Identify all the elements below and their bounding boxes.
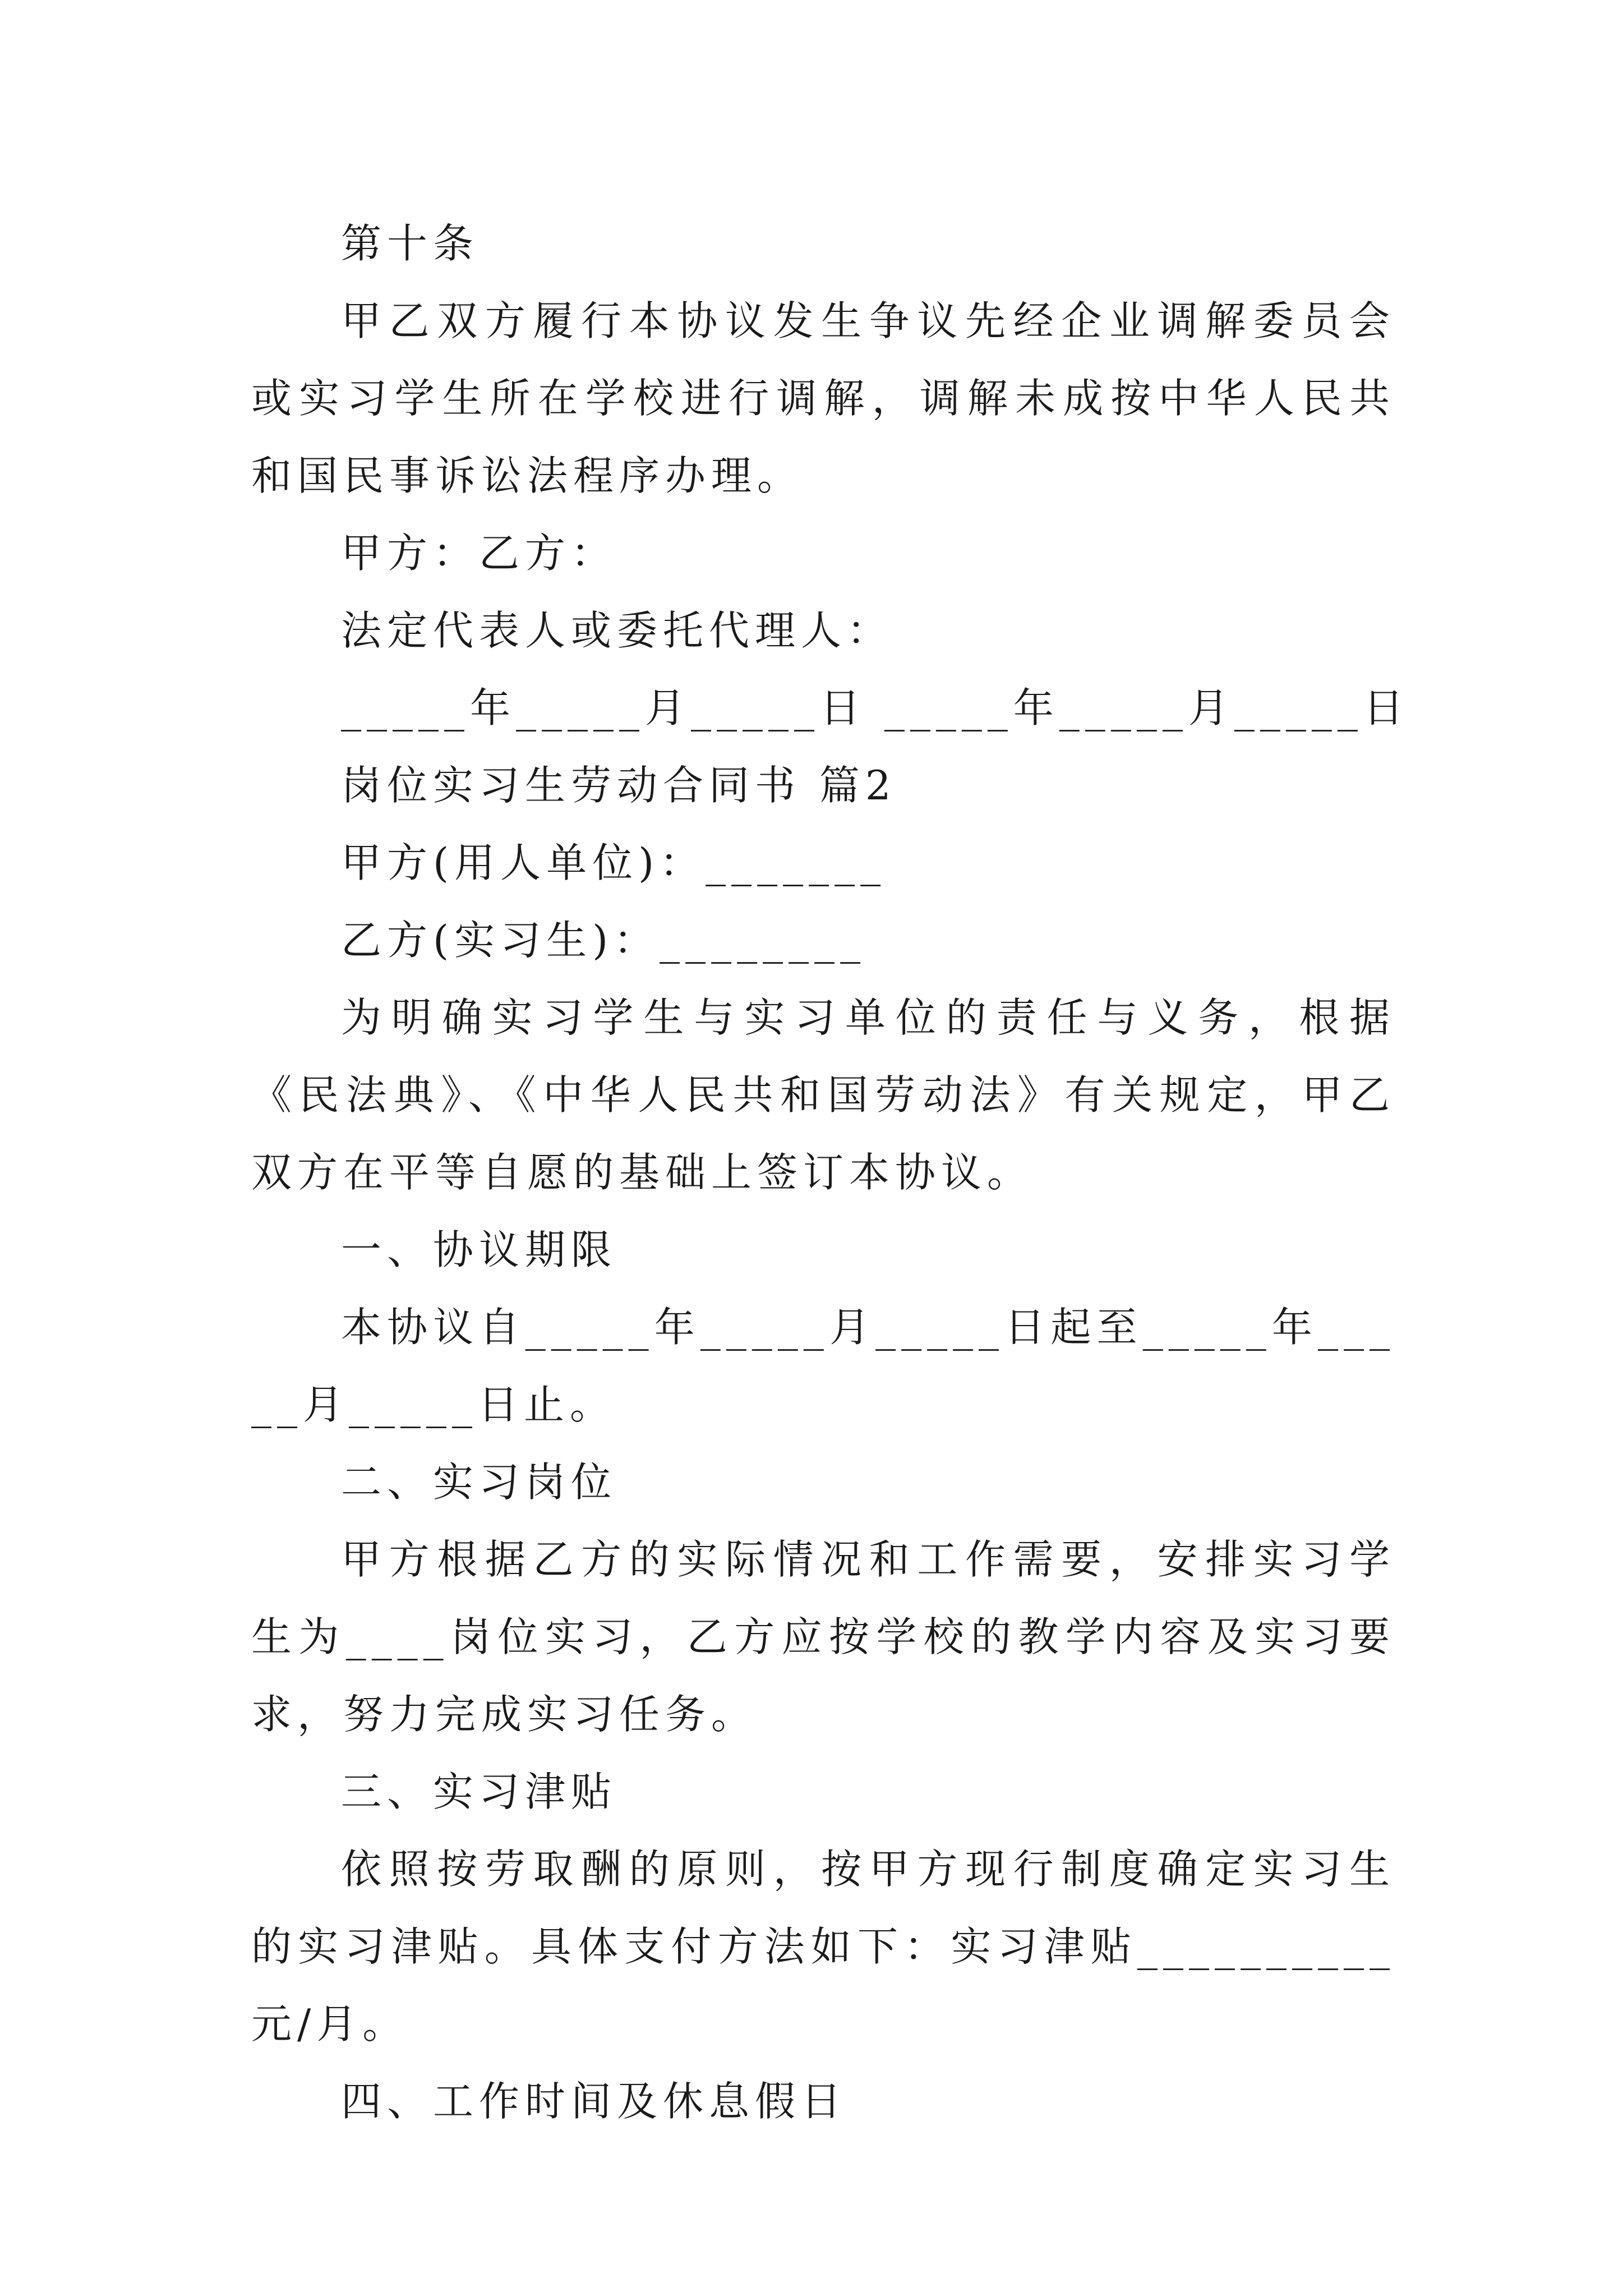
contract2-title: 岗位实习生劳动合同书 篇2: [341, 762, 897, 809]
document-body: [251, 205, 1409, 2140]
section-3-body: 依照按劳取酬的原则，按甲方现行制度确定实习生的实习津贴。具体支付方法如下：实习津贴__________元/月。: [251, 1846, 1395, 2047]
parties-line: 甲方：乙方：: [341, 530, 617, 577]
section-1-heading: 一、协议期限: [341, 1226, 617, 1273]
representative-line: 法定代表人或委托代理人：: [341, 607, 893, 654]
section-4-heading: 四、工作时间及休息假日: [341, 2078, 847, 2125]
intro-paragraph: 为明确实习学生与实习单位的责任与义务，根据《民法典》、《中华人民共和国劳动法》有关规定，甲乙双方在平等自愿的基础上签订本协议。: [251, 994, 1395, 1196]
article-10-title: 第十条: [341, 220, 479, 267]
date-line: _____年_____月_____日 _____年_____月_____日: [341, 684, 1409, 731]
party-a-line: 甲方(用人单位)：_______: [341, 839, 887, 886]
section-1-body: 本协议自_____年_____月_____日起至_____年_____月_____日止。: [251, 1304, 1395, 1428]
section-3-heading: 三、实习津贴: [341, 1768, 617, 1815]
section-2-heading: 二、实习岗位: [341, 1458, 617, 1506]
article-10-body: 甲乙双方履行本协议发生争议先经企业调解委员会或实习学生所在学校进行调解，调解未成按中华人民共和国民事诉讼法程序办理。: [251, 297, 1395, 499]
section-2-body: 甲方根据乙方的实际情况和工作需要，安排实习学生为____岗位实习，乙方应按学校的教学内容及实习要求，努力完成实习任务。: [251, 1536, 1395, 1738]
party-b-line: 乙方(实习生)：________: [341, 917, 866, 964]
